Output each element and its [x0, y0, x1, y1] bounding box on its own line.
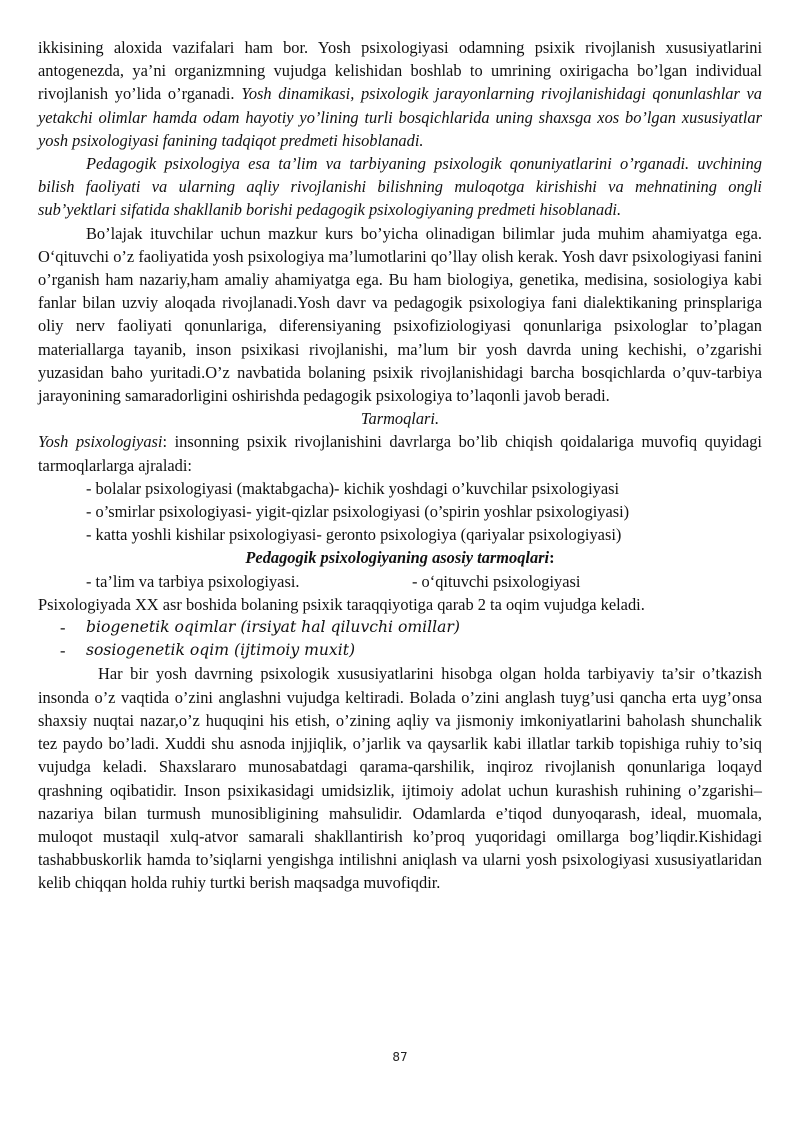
- paragraph-intro: [38, 36, 762, 152]
- heading-pedagogik-colon: :: [549, 548, 555, 568]
- paragraph-importance: Bo’lajak ituvchilar uchun mazkur kurs bo’yicha olinadigan bilimlar juda muhim ahamiyatga ega. O‘qituvchi o’z faoliyatida yosh psixologiya ma’lumotlarini qo’llay olish kerak. Yosh davr psixologiyasi fanini o’rganish ham nazariy,ham amaliy ahamiyatga ega. Bu ham biologiya, genetika, medisina, sosiologiya kabi fanlar bilan uzviy aloqada rivojlanadi.Yosh davr va pedagogik psixologiya fani dialektikaning prinsplariga oliy nerv faoliyati qonunlariga, diferensiyaning psixofiziologiyasi qonunlariga psixologlar to’plagan materiallarga tayanib, inson psixikasi rivojlanishi, ma’lum bir yosh davrda uning kechishi, o’zgarishi yuzasidan baho yuritadi.O’z navbatida bolaning psixik rivojlanishidagi barcha bosqichlarda o’quv-tarbiya jarayonining samaradorligini oshirishda pedagogik psixologiya to’laqonli javob beradi.: [38, 223, 762, 406]
- paragraph-intro-text: ikkisining aloxida vazifalari ham bor. Yosh psixologiyasi odamning psixik rivojlanish xususiyatlarini antogenezda, ya’ni organizmning vujudga kelishidan boshlab to umrining oxirigacha bo’lgan individual rivojlanish yo’lida o’rganadi.: [38, 38, 762, 104]
- paragraph-yosh-psixologiyasi: [38, 430, 762, 476]
- paragraph-oqim-intro: Psixologiyada XX asr boshida bolaning psixik taraqqiyotiga qarab 2 ta oqim vujudga keladi.: [38, 594, 645, 614]
- heading-pedagogik-tarmoqlari-text: Pedagogik psixologiyaning asosiy tarmoqlari: [245, 548, 550, 568]
- list-dash: -: [60, 641, 66, 661]
- paragraph-final: Har bir yosh davrning psixologik xususiyatlarini hisobga olgan holda tarbiyaviy ta’sir o’tkazish insonda o’z vaqtida o’zini anglashni vujudga keltiradi. Bolada o’zini anglash tuyg’usi qancha erta uyg’onsa shaxsiy nuqtai nazar,o’z huquqini his etish, o’zining aqliy va jismoniy imkoniyatlarini baholash shunchalik tez paydo bo’ladi. Xuddi shu asnoda injjiqlik, o’jarlik va qaysarlik kabi illatlar tarkib topishiga ruhiy to’siq vujudga keladi. Shaxslararo munosabatdagi qarama-qarshilik, inqiroz rivojlanish qonunlariga loqayd qrashning oqibatidir. Inson psixikasidagi umidsizlik, ijtimoiy adolat uchun kurashish ruhining o’zgarishi–nazariya bilan turmush munosibligining mahsulidir. Odamlarda e’tiqod dunyoqarash, ideal, muomala, muloqot mustaqil xulq-atvor samarali shakllantirish ko’proq yuqoridagi omillarga bog’liqdir.Kishidagi tashabbuskorlik hamda to’siqlarni yengishga intilishni aniqlash va ularni yosh psixologiyasi xususiyatlaridan kelib chiqqan holda ruhiy turtki berish maqsadga muvofiqdir.: [38, 664, 762, 893]
- list-item-pedagogik-1: - ta’lim va tarbiya psixologiyasi.: [86, 571, 300, 591]
- list-item-yosh-3: - katta yoshli kishilar psixologiyasi- geronto psixologiya (qariyalar psixologiyasi): [86, 525, 622, 545]
- yosh-psixologiyasi-text: : insonning psixik rivojlanishini davrlarga bo’lib chiqish qoidalariga muvofiq quyidagi tarmoqlarlarga ajraladi:: [38, 432, 762, 475]
- heading-tarmoqlari: Tarmoqlari.: [360, 409, 440, 429]
- list-item-oqim-1-text: biogenetik oqimlar (irsiyat hal qiluvchi omillar): [86, 618, 460, 637]
- list-item-yosh-1: - bolalar psixologiyasi (maktabgacha)- kichik yoshdagi o’kuvchilar psixologiyasi: [86, 478, 620, 498]
- list-dash: -: [60, 618, 66, 638]
- list-item-yosh-2: - o’smirlar psixologiyasi- yigit-qizlar psixologiyasi (o’spirin yoshlar psixologiyasi): [86, 502, 630, 522]
- list-item-pedagogik-2: - o‘qituvchi psixologiyasi: [412, 571, 581, 591]
- heading-pedagogik-tarmoqlari: [38, 546, 762, 569]
- page-number: 87: [392, 1050, 408, 1064]
- list-item-oqim-2-text: sosiogenetik oqim (ijtimoiy muxit): [86, 641, 356, 660]
- paragraph-intro-italic: Yosh dinamikasi, psixologik jarayonlarning rivojlanishidagi qonunlashlar va yetakchi olimlar hamda odam hayotiy yo’lining turli bosqichlarida uning shaxsga xos bo’lgan xususiyatlar yosh psixologiyasi fanining tadqiqot predmeti hisoblanadi.: [38, 84, 762, 150]
- term-yosh-psixologiyasi: Yosh psixologiyasi: [38, 432, 163, 452]
- list-item-oqim-2: [38, 639, 762, 662]
- paragraph-pedagogik-definition: Pedagogik psixologiya esa ta’lim va tarbiyaning psixologik qonuniyatlarini o’rganadi. uvchining bilish faoliyati va ularning aqliy rivojlanishi bilishning muloqotga kirishishi va mehnatining ongli sub’yektlari sifatida shakllanib borishi pedagogik psixologiyaning predmeti hisoblanadi.: [38, 154, 762, 220]
- pedagogik-branches-row: [38, 570, 762, 593]
- list-item-oqim-1: [38, 616, 762, 639]
